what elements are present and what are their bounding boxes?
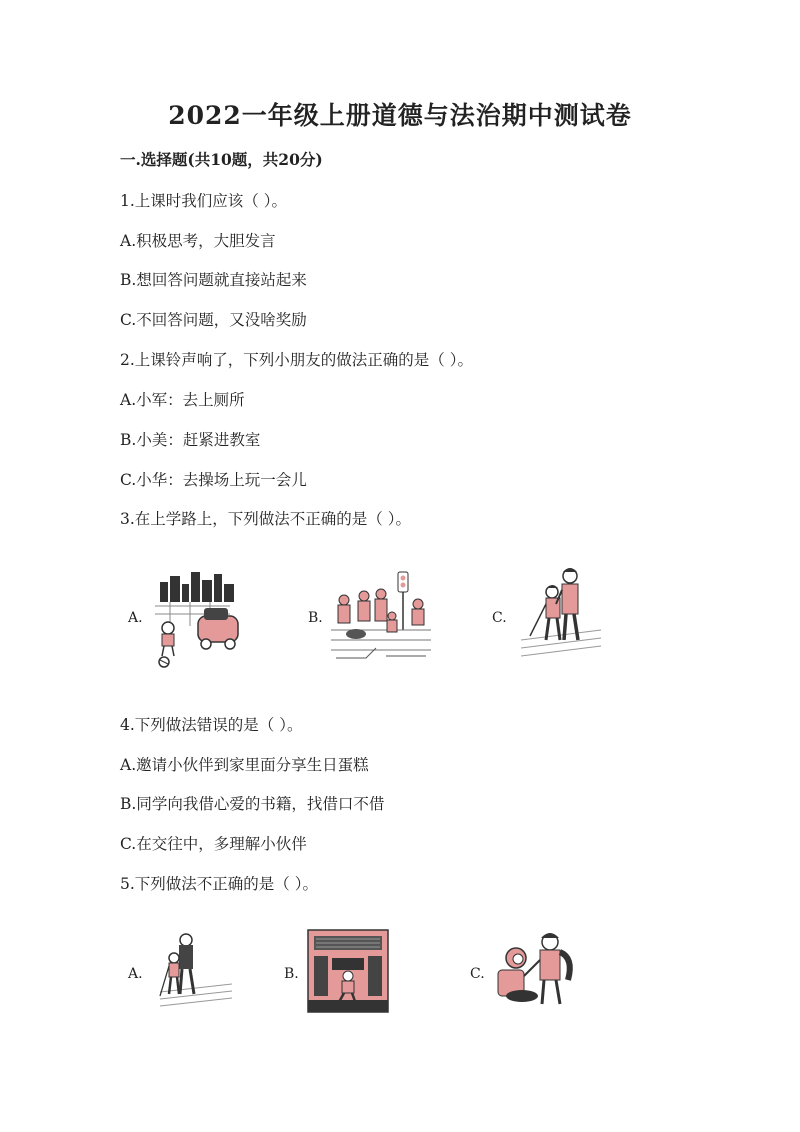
question-3-stem: 3.在上学路上，下列做法不正确的是（ ）。 <box>120 510 411 528</box>
question-1-option-c: C.不回答问题，又没啥奖励 <box>120 311 307 329</box>
question-1-option-b: B.想回答问题就直接站起来 <box>120 271 307 289</box>
street-play-illustration <box>150 570 245 670</box>
option-label: C. <box>492 610 507 626</box>
question-2-option-b: B.小美：赶紧进教室 <box>120 431 261 449</box>
question-5-stem: 5.下列做法不正确的是（ ）。 <box>120 875 318 893</box>
option-label: C. <box>470 966 485 982</box>
question-4-option-a: A.邀请小伙伴到家里面分享生日蛋糕 <box>120 756 369 774</box>
option-label: A. <box>128 966 143 982</box>
question-4-option-b: B.同学向我借心爱的书籍，找借口不借 <box>120 795 385 813</box>
child-under-truck-illustration <box>306 928 390 1014</box>
question-4-option-c: C.在交往中，多理解小伙伴 <box>120 835 307 853</box>
question-4-stem: 4.下列做法错误的是（ ）。 <box>120 716 303 734</box>
question-3-image-options <box>120 560 720 670</box>
question-2-option-c: C.小华：去操场上玩一会儿 <box>120 471 307 489</box>
option-label: A. <box>128 610 143 626</box>
question-5-image-options <box>120 928 720 1038</box>
option-label: B. <box>284 966 299 982</box>
helping-blind-person-illustration <box>516 560 606 660</box>
question-2-option-a: A.小军：去上厕所 <box>120 391 245 409</box>
option-label: B. <box>308 610 323 626</box>
page-title: 2022一年级上册道德与法治期中测试卷 <box>168 101 632 130</box>
question-1-option-a: A.积极思考，大胆发言 <box>120 232 276 250</box>
helping-child-illustration <box>488 928 578 1014</box>
section-heading: 一.选择题(共10题，共20分) <box>120 150 323 169</box>
question-2-stem: 2.上课铃声响了，下列小朋友的做法正确的是（ ）。 <box>120 351 473 369</box>
question-1-stem: 1.上课时我们应该（ ）。 <box>120 192 287 210</box>
guiding-blind-person-illustration <box>156 932 236 1012</box>
crosswalk-crowd-illustration <box>326 570 436 665</box>
